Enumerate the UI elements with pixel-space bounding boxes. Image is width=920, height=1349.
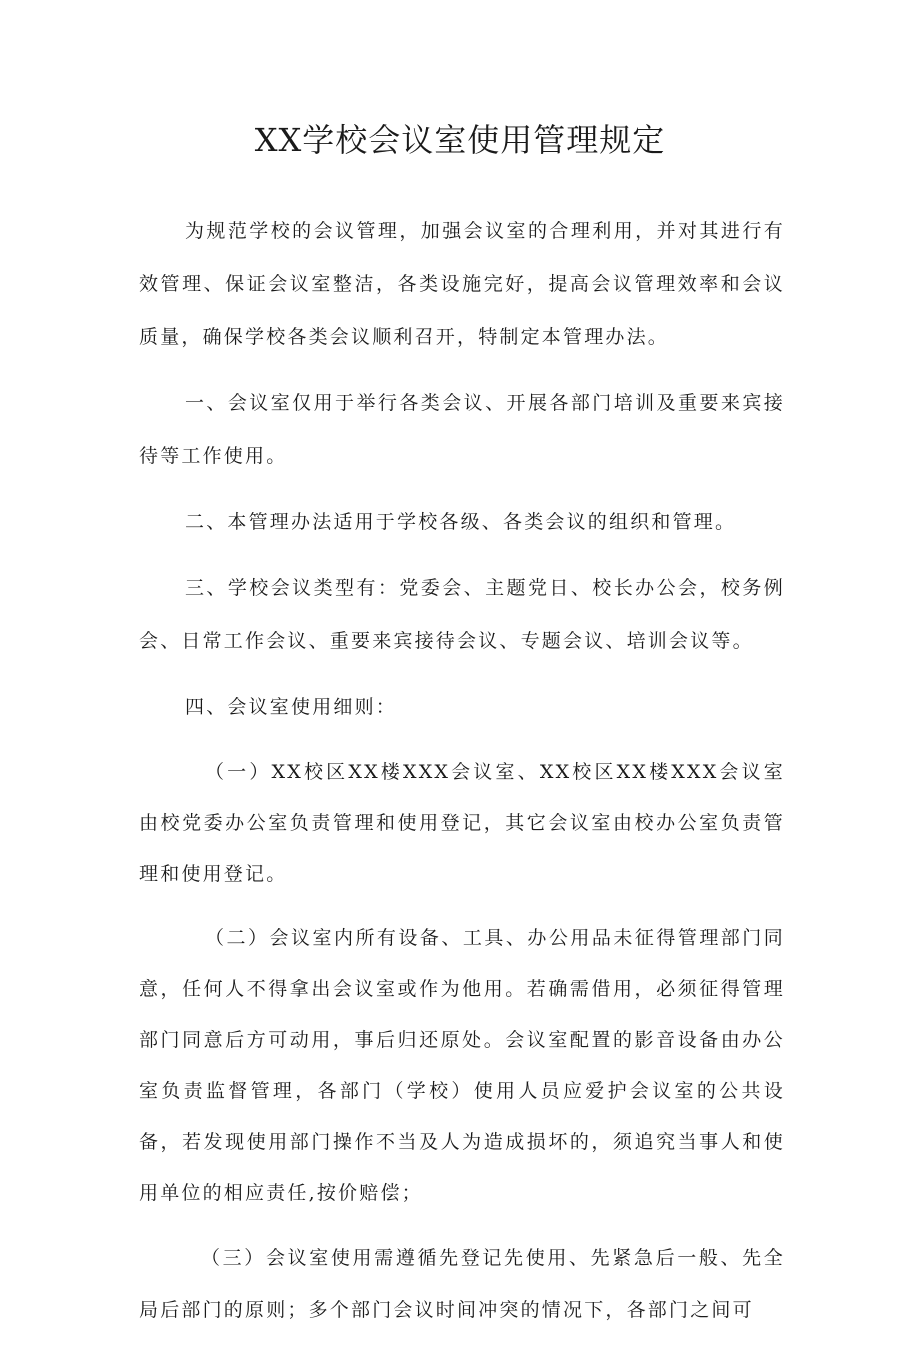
- document-title: XX学校会议室使用管理规定: [254, 121, 666, 159]
- paragraph-intro: 为规范学校的会议管理，加强会议室的合理利用，并对其进行有效管理、保证会议室整洁，各类设施完好，提高会议管理效率和会议质量，确保学校各类会议顺利召开，特制定本管理办法。: [139, 220, 785, 348]
- paragraph-rule-1: （一）XX校区XX楼XXX会议室、XX校区XX楼XXX会议室由校党委办公室负责管理和使用登记，其它会议室由校办公室负责管理和使用登记。: [139, 761, 785, 885]
- paragraph-article-3: 三、学校会议类型有：党委会、主题党日、校长办公会，校务例会、日常工作会议、重要来宾接待会议、专题会议、培训会议等。: [139, 577, 785, 652]
- document-body: [139, 205, 785, 1349]
- paragraph-rule-3: （三）会议室使用需遵循先登记先使用、先紧急后一般、先全局后部门的原则；多个部门会议时间冲突的情况下，各部门之间可: [139, 1247, 785, 1321]
- paragraph-article-1: 一、会议室仅用于举行各类会议、开展各部门培训及重要来宾接待等工作使用。: [139, 392, 785, 467]
- paragraph-article-2: 二、本管理办法适用于学校各级、各类会议的组织和管理。: [185, 511, 737, 533]
- paragraph-article-4: 四、会议室使用细则：: [185, 696, 398, 718]
- paragraph-rule-2: （二）会议室内所有设备、工具、办公用品未征得管理部门同意，任何人不得拿出会议室或作为他用。若确需借用，必须征得管理部门同意后方可动用，事后归还原处。会议室配置的影音设备由办公室负责监督管理，各部门（学校）使用人员应爱护会议室的公共设备，若发现使用部门操作不当及人为造成损坏的，须追究当事人和使用单位的相应责任,按价赔偿；: [139, 927, 785, 1204]
